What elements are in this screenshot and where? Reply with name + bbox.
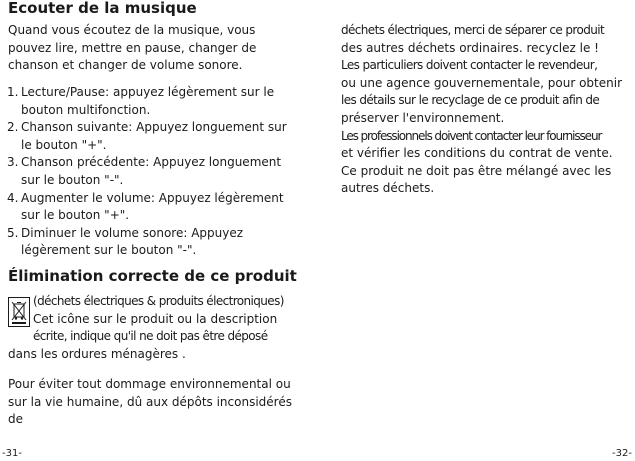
- text-line: les détails sur le recyclage de ce produit afin de: [341, 93, 600, 108]
- list-item: 4. Augmenter le volume: Appuyez légèrement sur le bouton "+".: [7, 190, 284, 223]
- instruction-list: [8, 84, 300, 260]
- text-line: et vérifier les conditions du contrat de vente.: [341, 146, 613, 161]
- right-page: [341, 22, 631, 198]
- intro-paragraph: Quand vous écoutez de la musique, vous pouvez lire, mettre en pause, changer de chanson et changer de volume sonore.: [8, 23, 257, 73]
- disposal-paragraph: Pour éviter tout dommage environnemental ou sur la vie humaine, dû aux dépôts inconsidérés de: [8, 377, 292, 427]
- crossed-out-wheelie-bin-icon: [8, 297, 30, 327]
- text-line: préserver l'environnement.: [341, 110, 505, 125]
- icon-caption: (déchets électriques & produits électroniques): [33, 294, 284, 308]
- section-heading-disposal: Élimination correcte de ce produit: [8, 267, 297, 285]
- text-line: des autres déchets ordinaires. recyclez le !: [341, 40, 599, 55]
- weee-notice: [8, 293, 300, 363]
- section-heading-listening: Ecouter de la musique: [8, 0, 197, 17]
- icon-description-line: Cet icône sur le produit ou la description: [33, 311, 278, 326]
- icon-description-line: écrite, indique qu'il ne doit pas être déposé: [33, 329, 268, 344]
- text-line: ou une agence gouvernementale, pour obtenir: [341, 75, 622, 90]
- icon-description-line: dans les ordures ménagères .: [8, 346, 186, 361]
- page-number-left: -31-: [2, 448, 22, 459]
- list-item: 1. Lecture/Pause: appuyez légèrement sur le bouton multifonction.: [7, 85, 275, 117]
- list-item: 3. Chanson précédente: Appuyez longuement sur le bouton "-".: [7, 155, 282, 187]
- page-number-right: -32-: [612, 448, 632, 459]
- text-line: déchets électriques, merci de séparer ce produit: [341, 23, 605, 37]
- list-item: 2. Chanson suivante: Appuyez longuement sur le bouton "+".: [7, 120, 287, 152]
- text-line: Ce produit ne doit pas être mélangé avec les: [341, 163, 612, 178]
- text-line: autres déchets.: [341, 181, 435, 196]
- list-item: 5. Diminuer le volume sonore: Appuyez légèrement sur le bouton "-".: [7, 225, 244, 258]
- text-line: Les professionnels doivent contacter leur fournisseur: [341, 128, 602, 143]
- text-line: Les particuliers doivent contacter le revendeur,: [341, 58, 598, 73]
